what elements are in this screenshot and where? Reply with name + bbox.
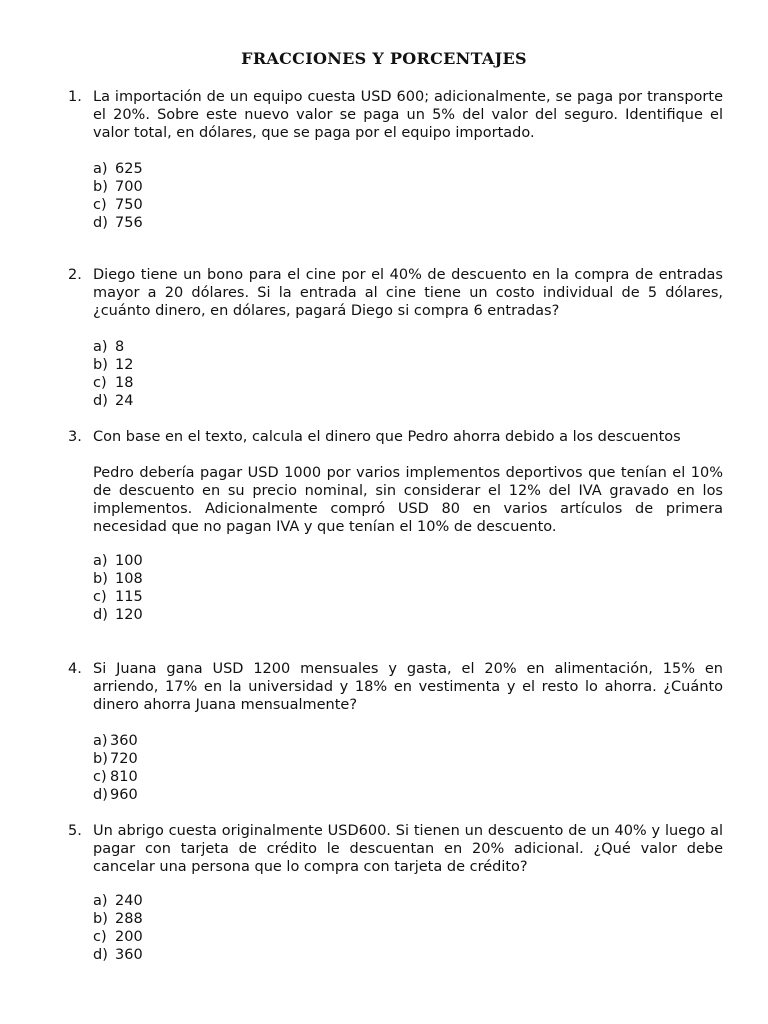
option-d: [93, 606, 143, 624]
option-a: [93, 160, 143, 178]
option-letter: c): [93, 929, 107, 945]
option-c: [93, 768, 138, 786]
option-value: 115: [115, 589, 143, 605]
option-letter: a): [93, 553, 108, 569]
option-b: [93, 356, 133, 374]
option-value: 810: [110, 769, 138, 785]
option-letter: c): [93, 197, 107, 213]
option-letter: b): [93, 571, 108, 587]
option-d: [93, 392, 133, 410]
option-value: 960: [110, 787, 138, 803]
option-letter: d): [93, 947, 108, 963]
option-d: [93, 946, 143, 964]
question-context-text: Pedro debería pagar USD 1000 por varios implementos deportivos que tenían el 10% de descuento en su precio nominal, sin considerar el 12% del IVA gravado en los implementos. Adicionalmente compró USD 80 en varios artículos de primera necesidad que no pagan IVA y que tenían el 10% de descuento.: [93, 465, 723, 535]
answer-options: [93, 338, 133, 410]
option-letter: d): [93, 607, 108, 623]
option-value: 625: [115, 161, 143, 177]
option-letter: a): [93, 161, 108, 177]
option-value: 750: [115, 197, 143, 213]
answer-options: [93, 552, 143, 624]
option-value: 108: [115, 571, 143, 587]
question-text: Un abrigo cuesta originalmente USD600. Si tienen un descuento de un 40% y luego al pagar con tarjeta de crédito le descuentan en 20% adicional. ¿Qué valor debe cancelar una persona que lo compra con tarjeta de crédito?: [93, 823, 723, 875]
option-value: 18: [115, 375, 134, 391]
option-letter: b): [93, 911, 108, 927]
question-number: 2.: [68, 267, 82, 283]
question-text: Con base en el texto, calcula el dinero que Pedro ahorra debido a los descuentos: [93, 429, 681, 445]
question-text: Diego tiene un bono para el cine por el 40% de descuento en la compra de entradas mayor a 20 dólares. Si la entrada al cine tiene un costo individual de 5 dólares, ¿cuánto dinero, en dólares, pagará Diego si compra 6 entradas?: [93, 267, 723, 319]
option-letter: a): [93, 893, 108, 909]
option-letter: a): [93, 733, 108, 749]
question-number: 4.: [68, 661, 82, 677]
option-value: 288: [115, 911, 143, 927]
option-value: 720: [110, 751, 138, 767]
option-letter: b): [93, 751, 108, 767]
option-value: 8: [115, 339, 125, 355]
option-c: [93, 196, 143, 214]
option-value: 100: [115, 553, 143, 569]
answer-options: [93, 160, 143, 232]
option-d: [93, 214, 143, 232]
option-letter: c): [93, 375, 107, 391]
option-letter: c): [93, 589, 107, 605]
option-letter: d): [93, 787, 108, 803]
option-c: [93, 588, 143, 606]
answer-options: [93, 732, 138, 804]
option-letter: b): [93, 179, 108, 195]
option-a: [93, 892, 143, 910]
option-a: [93, 552, 143, 570]
page-title: FRACCIONES Y PORCENTAJES: [241, 49, 527, 68]
option-value: 700: [115, 179, 143, 195]
option-a: [93, 338, 133, 356]
option-letter: b): [93, 357, 108, 373]
option-value: 24: [115, 393, 134, 409]
answer-options: [93, 892, 143, 964]
option-letter: a): [93, 339, 108, 355]
option-value: 200: [115, 929, 143, 945]
option-letter: d): [93, 215, 108, 231]
option-a: [93, 732, 138, 750]
option-value: 360: [115, 947, 143, 963]
question-number: 5.: [68, 823, 82, 839]
option-b: [93, 570, 143, 588]
option-letter: c): [93, 769, 107, 785]
question-number: 1.: [68, 89, 82, 105]
option-b: [93, 910, 143, 928]
option-c: [93, 928, 143, 946]
question-text: Si Juana gana USD 1200 mensuales y gasta, el 20% en alimentación, 15% en arriendo, 17% en la universidad y 18% en vestimenta y el resto lo ahorra. ¿Cuánto dinero ahorra Juana mensualmente?: [93, 661, 723, 713]
option-b: [93, 178, 143, 196]
option-value: 756: [115, 215, 143, 231]
question-text: La importación de un equipo cuesta USD 600; adicionalmente, se paga por transporte el 20%. Sobre este nuevo valor se paga un 5% del valor del seguro. Identifique el valor total, en dólares, que se paga por el equipo importado.: [93, 89, 723, 141]
option-c: [93, 374, 133, 392]
question-number: 3.: [68, 429, 82, 445]
option-d: [93, 786, 138, 804]
option-letter: d): [93, 393, 108, 409]
option-b: [93, 750, 138, 768]
option-value: 240: [115, 893, 143, 909]
option-value: 360: [110, 733, 138, 749]
option-value: 12: [115, 357, 134, 373]
option-value: 120: [115, 607, 143, 623]
